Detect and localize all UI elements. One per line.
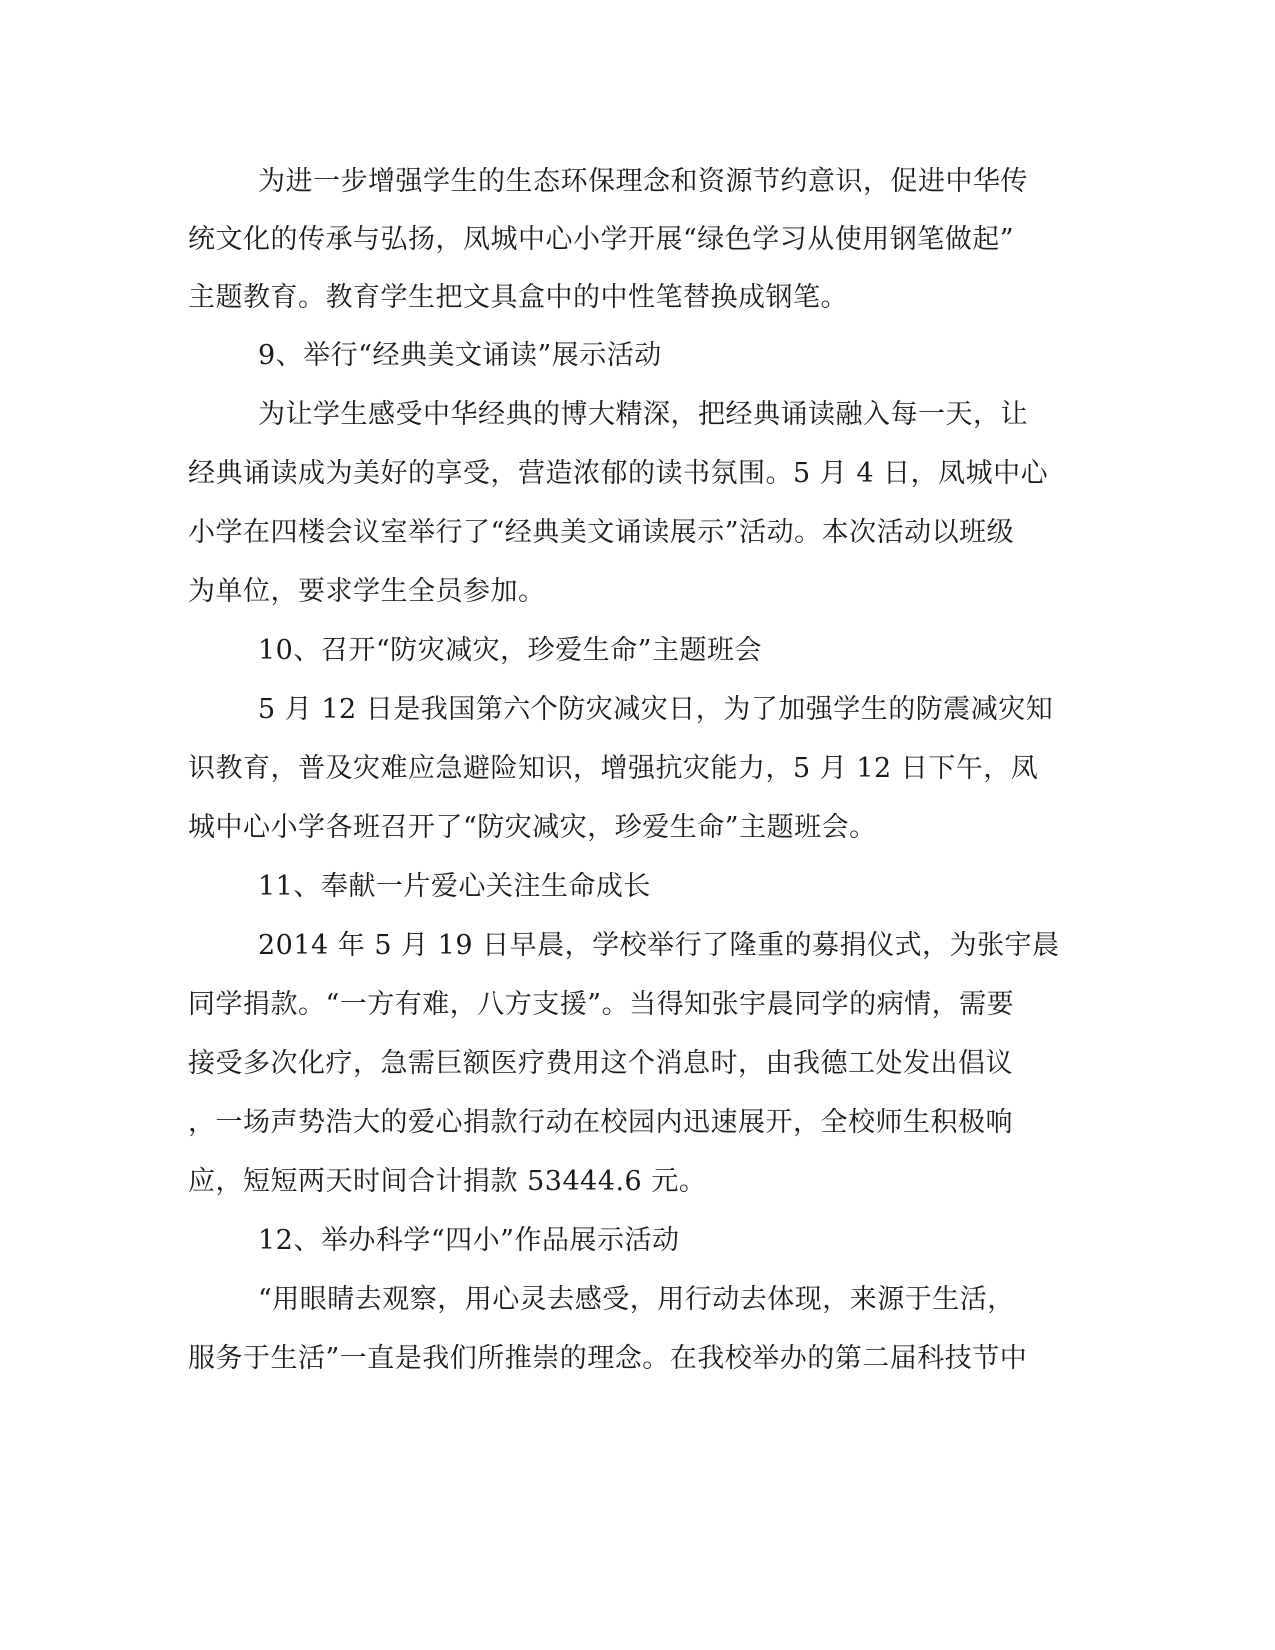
paragraph-line: 为单位，要求学生全员参加。	[188, 576, 546, 607]
paragraph-line: 同学捐款。“一方有难，八方支援”。当得知张宇晨同学的病情，需要	[188, 989, 1015, 1020]
paragraph-line: 经典诵读成为美好的享受，营造浓郁的读书氛围。5 月 4 日，凤城中心	[188, 458, 1049, 489]
paragraph-line: ，一场声势浩大的爱心捐款行动在校园内迅速展开，全校师生积极响	[188, 1107, 1013, 1138]
paragraph-line: 2014 年 5 月 19 日早晨，学校举行了隆重的募捐仪式，为张宇晨	[258, 930, 1060, 961]
paragraph-line: 主题教育。教育学生把文具盒中的中性笔替换成钢笔。	[188, 282, 848, 313]
paragraph-line: 服务于生活”一直是我们所推崇的理念。在我校举办的第二届科技节中	[188, 1343, 1028, 1374]
paragraph-line: 为进一步增强学生的生态环保理念和资源节约意识，促进中华传	[258, 166, 1028, 197]
section-heading: 9、举行“经典美文诵读”展示活动	[258, 340, 662, 371]
paragraph-line: 接受多次化疗，急需巨额医疗费用这个消息时，由我德工处发出倡议	[188, 1048, 1013, 1079]
paragraph-line: 统文化的传承与弘扬，凤城中心小学开展“绿色学习从使用钢笔做起”	[188, 224, 1015, 255]
paragraph-line: 小学在四楼会议室举行了“经典美文诵读展示”活动。本次活动以班级	[188, 517, 1015, 548]
paragraph-line: 应，短短两天时间合计捐款 53444.6 元。	[188, 1166, 707, 1197]
section-heading: 12、举办科学“四小”作品展示活动	[258, 1225, 680, 1256]
paragraph-line: 5 月 12 日是我国第六个防灾减灾日，为了加强学生的防震减灾知	[258, 694, 1054, 725]
paragraph-line: 识教育，普及灾难应急避险知识，增强抗灾能力，5 月 12 日下午，凤	[188, 753, 1039, 784]
section-heading: 10、召开“防灾减灾，珍爱生命”主题班会	[258, 635, 762, 666]
section-heading: 11、奉献一片爱心关注生命成长	[258, 871, 651, 902]
paragraph-line: 城中心小学各班召开了“防灾减灾，珍爱生命”主题班会。	[188, 812, 877, 843]
paragraph-line: “用眼睛去观察，用心灵去感受，用行动去体现，来源于生活，	[258, 1284, 1015, 1315]
paragraph-line: 为让学生感受中华经典的博大精深，把经典诵读融入每一天，让	[258, 399, 1028, 430]
